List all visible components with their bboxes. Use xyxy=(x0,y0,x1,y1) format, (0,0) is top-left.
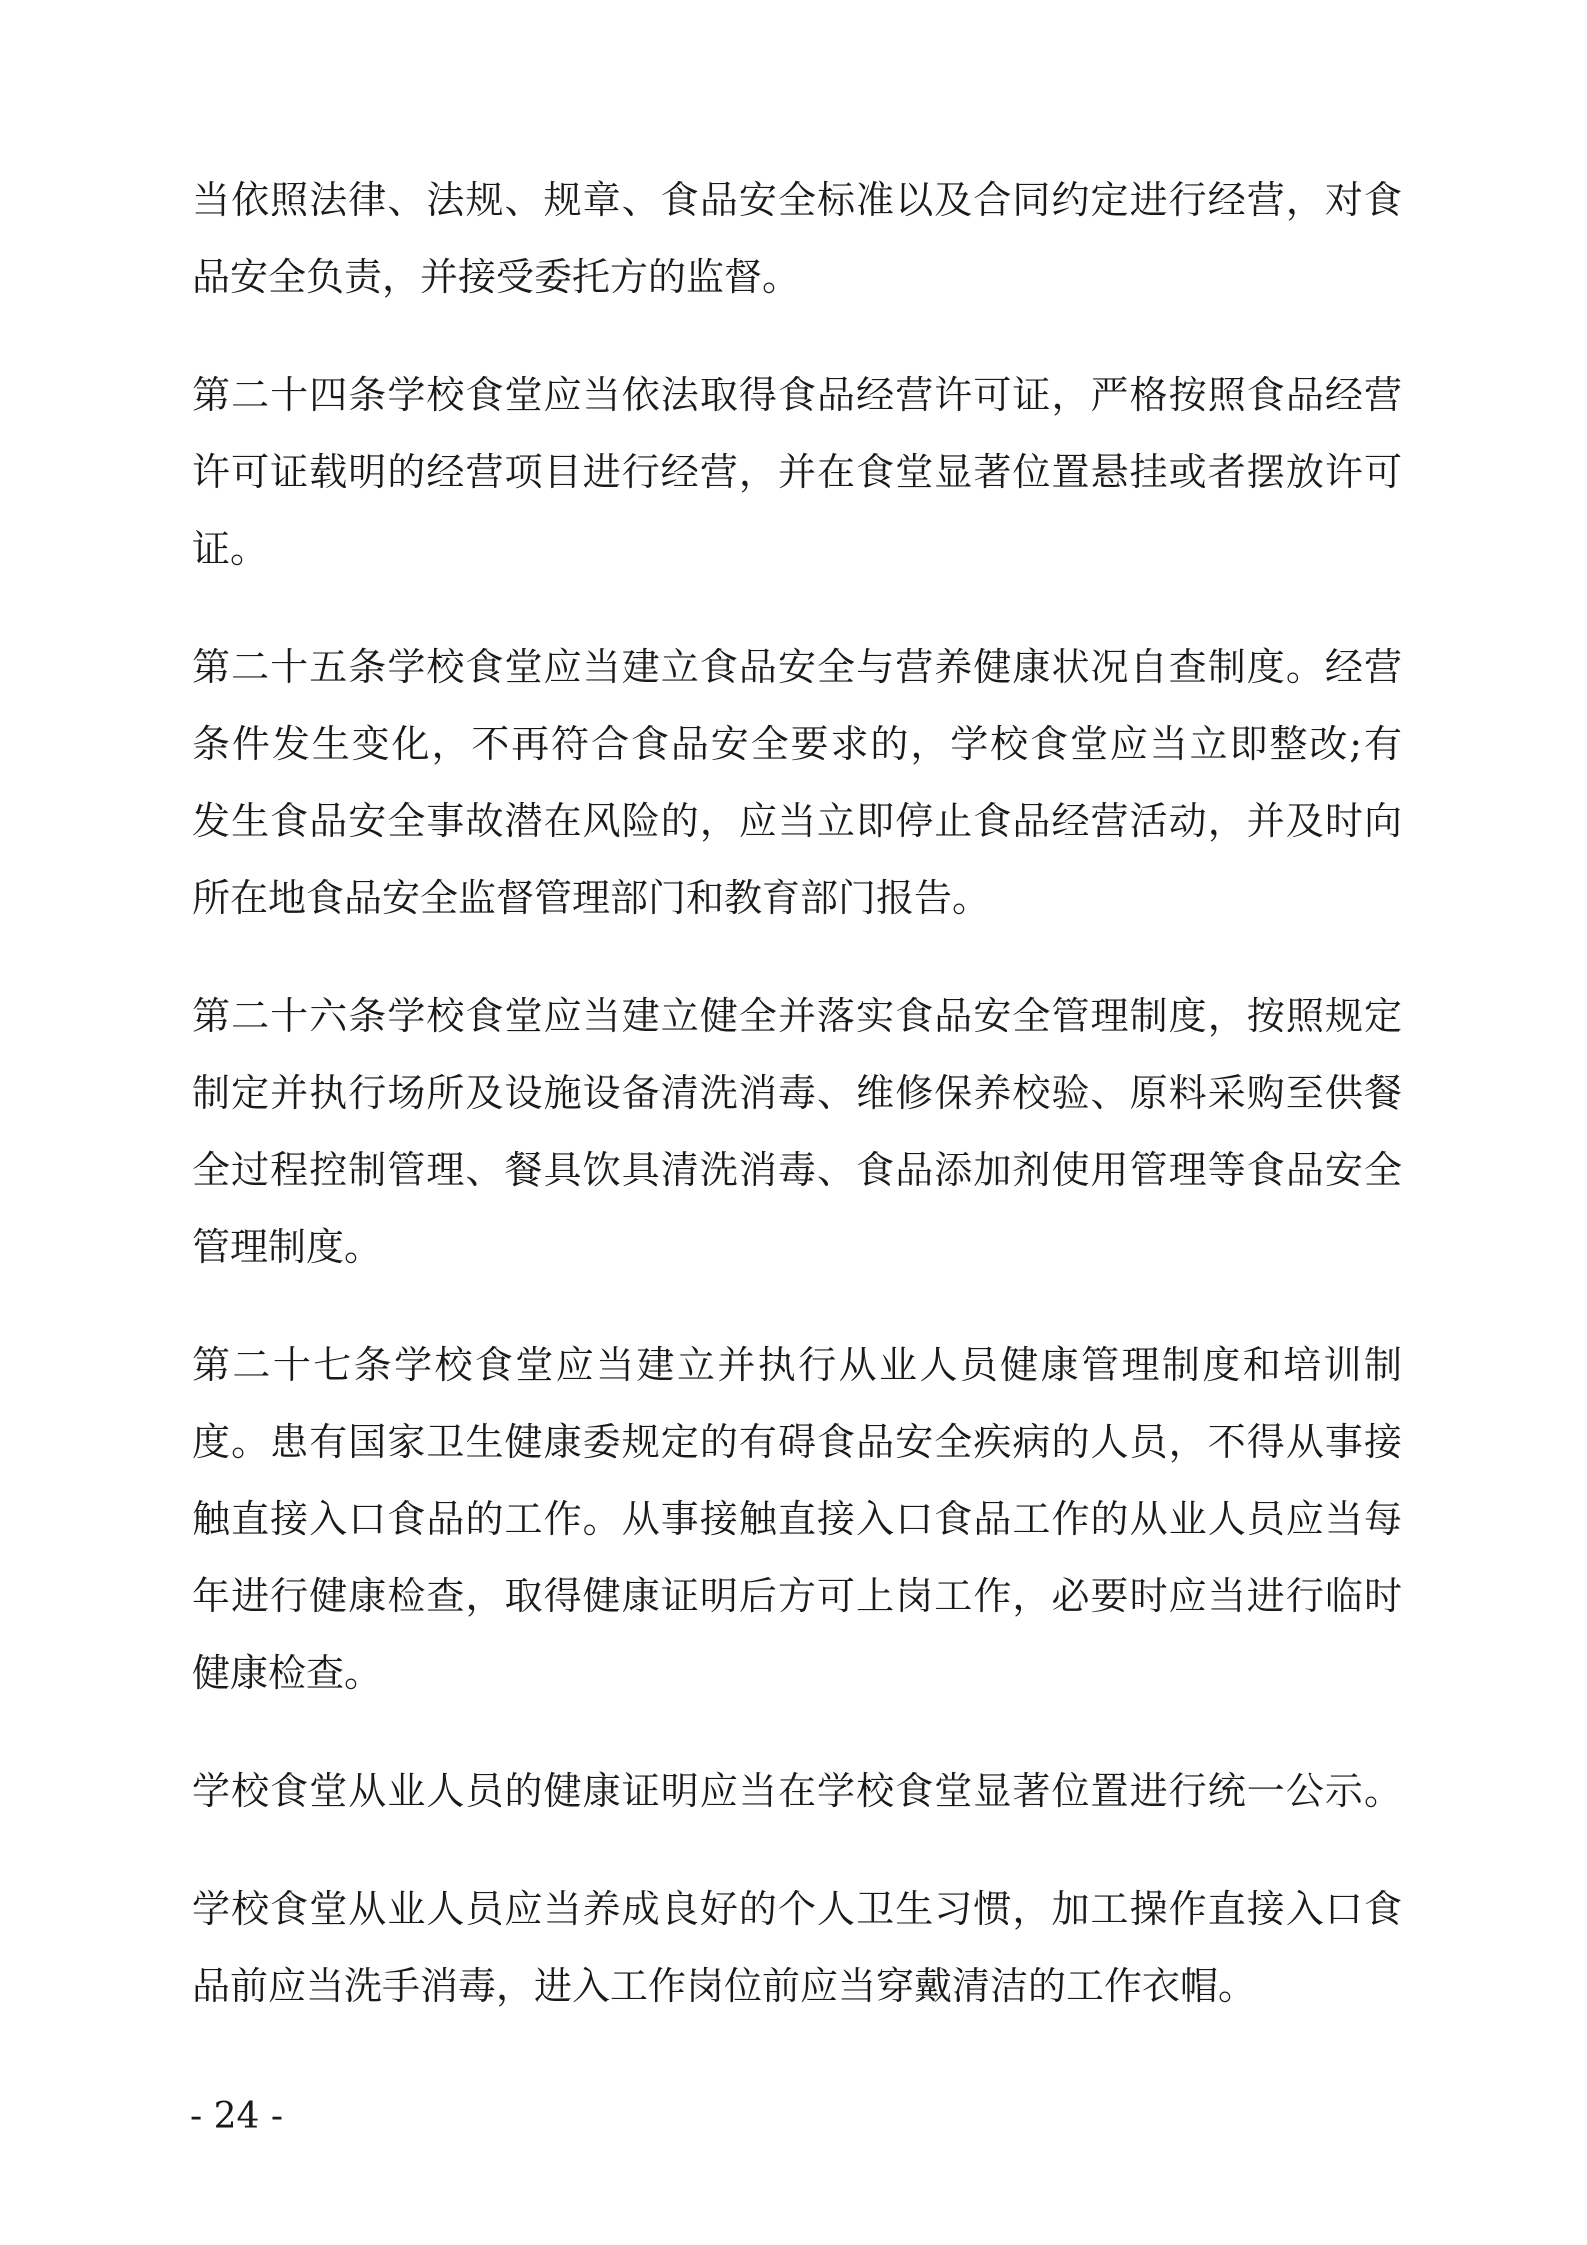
paragraph-1-line-1: 当依照法律、法规、规章、食品安全标准以及合同约定进行经营，对食 xyxy=(192,178,1402,222)
paragraph-7-line-1: 学校食堂从业人员应当养成良好的个人卫生习惯，加工操作直接入口食 xyxy=(192,1887,1402,1931)
paragraph-5-line-4: 年进行健康检查，取得健康证明后方可上岗工作，必要时应当进行临时 xyxy=(192,1574,1402,1618)
paragraph-3-line-2: 条件发生变化，不再符合食品安全要求的，学校食堂应当立即整改;有 xyxy=(192,722,1402,766)
paragraph-5-line-3: 触直接入口食品的工作。从事接触直接入口食品工作的从业人员应当每 xyxy=(192,1497,1402,1541)
paragraph-2-line-3: 证。 xyxy=(192,527,269,571)
paragraph-5-line-1: 第二十七条学校食堂应当建立并执行从业人员健康管理制度和培训制 xyxy=(192,1343,1402,1387)
paragraph-3-line-4: 所在地食品安全监督管理部门和教育部门报告。 xyxy=(192,876,991,920)
paragraph-4-line-4: 管理制度。 xyxy=(192,1225,383,1269)
page-number: - 24 - xyxy=(190,2096,284,2137)
paragraph-3-line-3: 发生食品安全事故潜在风险的，应当立即停止食品经营活动，并及时向 xyxy=(192,799,1402,843)
paragraph-1-line-2: 品安全负责，并接受委托方的监督。 xyxy=(192,255,801,299)
paragraph-3-line-1: 第二十五条学校食堂应当建立食品安全与营养健康状况自查制度。经营 xyxy=(192,645,1402,689)
paragraph-2-line-2: 许可证载明的经营项目进行经营，并在食堂显著位置悬挂或者摆放许可 xyxy=(192,450,1402,494)
paragraph-2-line-1: 第二十四条学校食堂应当依法取得食品经营许可证，严格按照食品经营 xyxy=(192,373,1402,417)
paragraph-5-line-5: 健康检查。 xyxy=(192,1651,383,1695)
paragraph-5-line-2: 度。患有国家卫生健康委规定的有碍食品安全疾病的人员，不得从事接 xyxy=(192,1420,1402,1464)
paragraph-4-line-2: 制定并执行场所及设施设备清洗消毒、维修保养校验、原料采购至供餐 xyxy=(192,1071,1402,1115)
paragraph-4-line-1: 第二十六条学校食堂应当建立健全并落实食品安全管理制度，按照规定 xyxy=(192,994,1402,1038)
paragraph-6-line-1: 学校食堂从业人员的健康证明应当在学校食堂显著位置进行统一公示。 xyxy=(192,1769,1402,1813)
paragraph-4-line-3: 全过程控制管理、餐具饮具清洗消毒、食品添加剂使用管理等食品安全 xyxy=(192,1148,1402,1192)
paragraph-7-line-2: 品前应当洗手消毒，进入工作岗位前应当穿戴清洁的工作衣帽。 xyxy=(192,1964,1257,2008)
